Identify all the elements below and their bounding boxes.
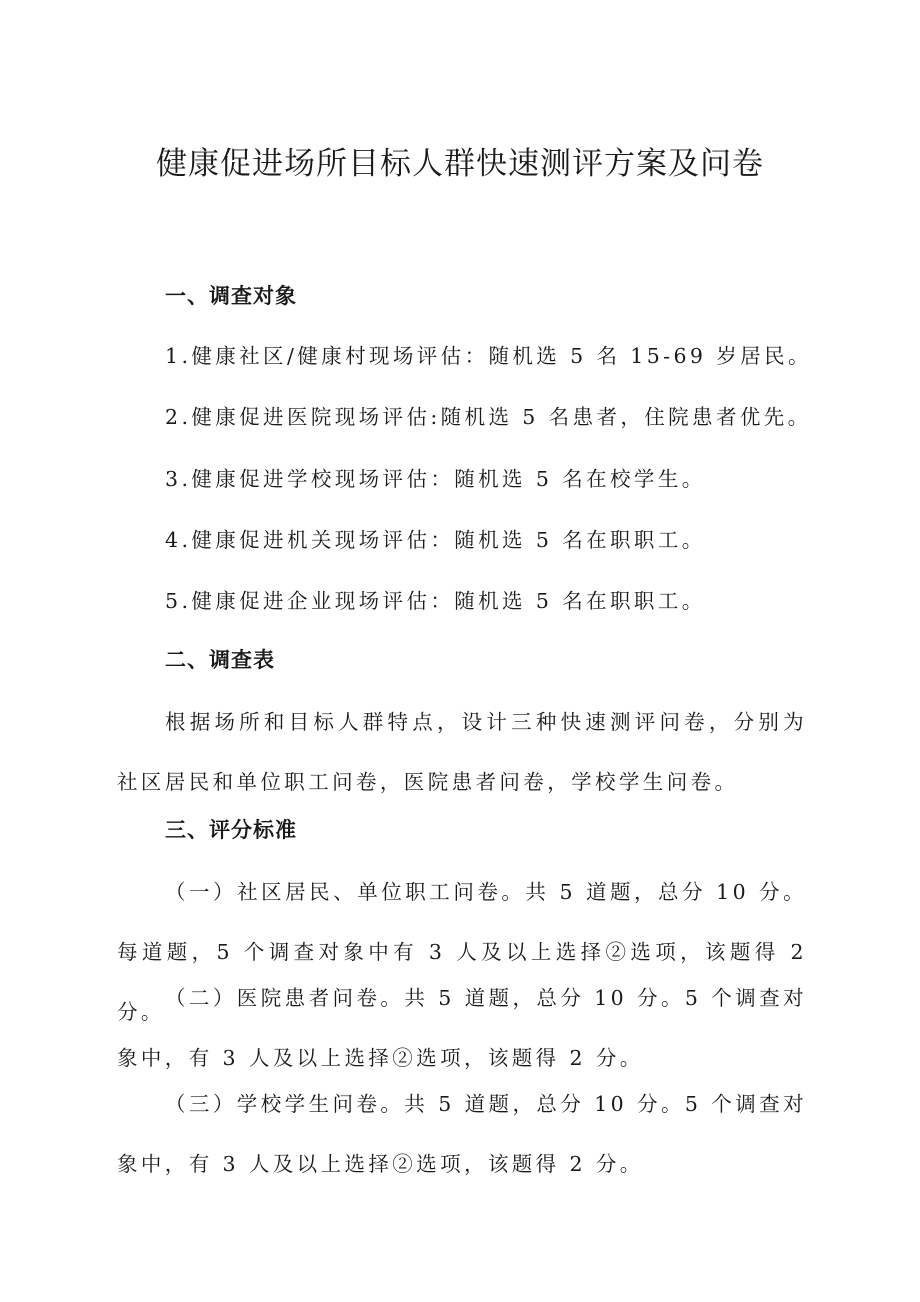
section-heading-survey-forms: 二、调查表 [165,648,275,672]
section-heading-survey-subjects: 一、调查对象 [165,284,297,308]
subject-item-school: 3.健康促进学校现场评估：随机选 5 名在校学生。 [165,467,706,491]
survey-forms-paragraph: 根据场所和目标人群特点，设计三种快速测评问卷，分别为社区居民和单位职工问卷，医院患者问卷，学校学生问卷。 [117,710,807,794]
scoring-paragraph-hospital: （二）医院患者问卷。共 5 道题，总分 10 分。5 个调查对象中，有 3 人及以上选择②选项，该题得 2 分。 [117,986,807,1070]
subject-item-government: 4.健康促进机关现场评估：随机选 5 名在职职工。 [165,528,706,552]
subject-item-community: 1.健康社区/健康村现场评估：随机选 5 名 15-69 岁居民。 [165,344,812,368]
scoring-paragraph-school: （三）学校学生问卷。共 5 道题，总分 10 分。5 个调查对象中，有 3 人及以上选择②选项，该题得 2 分。 [117,1092,807,1176]
subject-item-hospital: 2.健康促进医院现场评估:随机选 5 名患者，住院患者优先。 [165,405,812,429]
document-title: 健康促进场所目标人群快速测评方案及问卷 [156,146,764,182]
subject-item-enterprise: 5.健康促进企业现场评估：随机选 5 名在职职工。 [165,589,706,613]
section-heading-scoring: 三、评分标准 [165,818,297,842]
scoring-paragraph-community: （一）社区居民、单位职工问卷。共 5 道题，总分 10 分。每道题，5 个调查对象中有 3 人及以上选择②选项，该题得 2 分。 [117,880,807,1024]
